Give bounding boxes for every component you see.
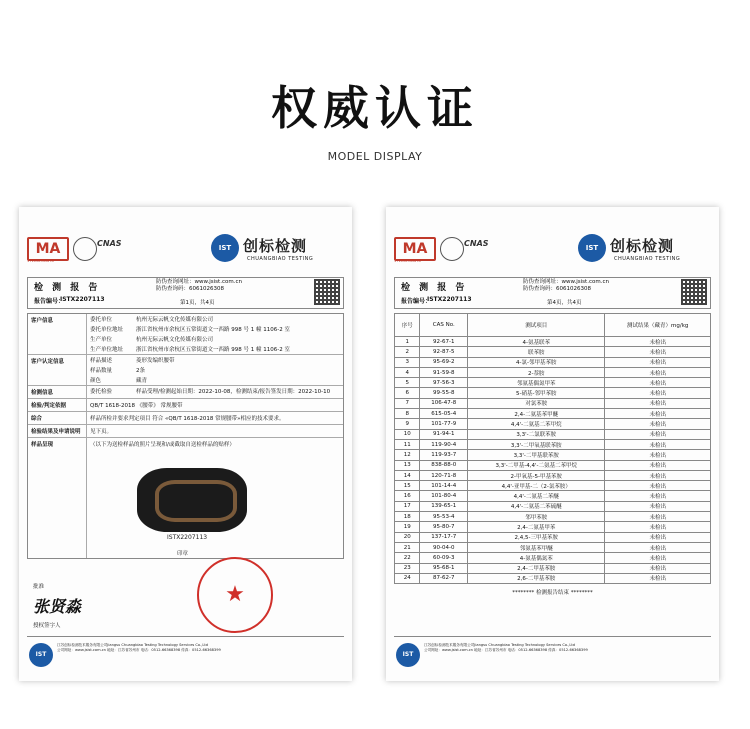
table-cell: 未检出: [605, 347, 711, 357]
table-cell: 2,4-二甲基苯胺: [468, 563, 605, 573]
table-cell: 未检出: [605, 398, 711, 408]
table-cell: 119-90-4: [420, 439, 468, 449]
page-number: 第1页，共4页: [180, 300, 215, 306]
table-cell: 6: [395, 388, 420, 398]
table-cell: 对氯苯胺: [468, 398, 605, 408]
table-row: [395, 522, 711, 532]
table-cell: 2-萘胺: [468, 367, 605, 377]
query-code: 6061026308: [189, 286, 225, 292]
table-cell: 3,3'-二甲基联苯胺: [468, 450, 605, 460]
table-cell: 120-71-8: [420, 470, 468, 480]
table-cell: 119-93-7: [420, 450, 468, 460]
table-cell: 2-甲氧基-5-甲基苯胺: [468, 470, 605, 480]
info-row: [87, 324, 343, 334]
table-cell: 3,3'-二氯联苯胺: [468, 429, 605, 439]
table-cell: 838-88-0: [420, 460, 468, 470]
table-cell: 4: [395, 367, 420, 377]
table-row: [395, 367, 711, 377]
table-cell: 邻氨基偶氮甲苯: [468, 378, 605, 388]
report-footer: [27, 636, 344, 673]
test-category-label: 委托检验: [90, 389, 113, 395]
query-site-label: 防伪查询网址：: [523, 279, 562, 285]
footer-contact: 公司网址：www.jsist.com.cn 地址：江苏省苏州市 电话：0512-66368398 传真：0512-66368399: [57, 648, 221, 652]
ilac-seal-icon: [73, 237, 97, 261]
test-info-label: 检测信息: [28, 386, 87, 398]
table-cell: 未检出: [605, 512, 711, 522]
brand-name-en: CHUANGBIAO TESTING: [614, 256, 681, 262]
table-cell: 3,3'-二甲基-4,4'-二氨基二苯甲烷: [468, 460, 605, 470]
cnas-logo: CNAS: [464, 239, 489, 248]
info-row-value: 浙江省杭州市余杭区五常街道文一西路 998 号 1 幢 1106-2 室: [136, 347, 290, 353]
table-cell: 101-14-4: [420, 481, 468, 491]
table-cell: 12: [395, 450, 420, 460]
table-cell: 16: [395, 491, 420, 501]
info-row-label: 委托单位: [90, 317, 113, 323]
info-row-label: 样品描述: [90, 358, 113, 364]
table-cell: 未检出: [605, 522, 711, 532]
info-row-label: 颜色: [90, 378, 102, 384]
table-row: [395, 450, 711, 460]
query-info: [523, 279, 609, 293]
ma-logo: MA: [394, 237, 436, 261]
query-code-label: 防伪查询码：: [156, 286, 190, 292]
table-row: [395, 481, 711, 491]
col-header: 序号: [395, 314, 420, 337]
table-cell: 11: [395, 439, 420, 449]
report-end-note: ******** 检测报告结束 ********: [512, 590, 593, 597]
report-no: ISTX2207113: [427, 296, 472, 303]
table-cell: 92-87-5: [420, 347, 468, 357]
ma-number: 171012345678: [394, 259, 421, 263]
table-cell: 24: [395, 573, 420, 583]
table-cell: 未检出: [605, 460, 711, 470]
sample-photo-box: [87, 438, 343, 558]
table-row: [395, 460, 711, 470]
footer-ist-logo-icon: IST: [396, 643, 420, 667]
table-cell: 未检出: [605, 409, 711, 419]
table-cell: 未检出: [605, 450, 711, 460]
table-cell: 95-68-1: [420, 563, 468, 573]
brand-name: 创标检测: [243, 237, 308, 255]
footer-ist-logo-icon: IST: [29, 643, 53, 667]
table-cell: 未检出: [605, 419, 711, 429]
table-row: [395, 491, 711, 501]
table-row: [395, 439, 711, 449]
photo-note: （以下为送检样品的照片呈现和/或截取自送检样品的贴样）: [90, 442, 235, 448]
table-cell: 137-17-7: [420, 532, 468, 542]
table-row: [395, 357, 711, 367]
report-page-1: [19, 207, 352, 681]
info-row-value: 藏青: [136, 378, 148, 384]
approval-block: [33, 582, 81, 629]
table-cell: 15: [395, 481, 420, 491]
table-cell: 未检出: [605, 532, 711, 542]
table-row: [395, 573, 711, 583]
ma-logo: MA: [27, 237, 69, 261]
table-cell: 1: [395, 337, 420, 347]
table-cell: 2,6-二甲基苯胺: [468, 573, 605, 583]
query-site: www.jsist.com.cn: [194, 279, 242, 285]
report-no-label: 报告编号：: [401, 298, 432, 305]
table-cell: 91-94-1: [420, 429, 468, 439]
report-info-table: [27, 313, 344, 559]
table-cell: 7: [395, 398, 420, 408]
table-cell: 未检出: [605, 429, 711, 439]
photo-label: 样品呈现: [28, 438, 87, 558]
brand-name-en: CHUANGBIAO TESTING: [247, 256, 314, 262]
page-number: 第4页，共4页: [547, 300, 582, 306]
info-row-label: 生产单位地址: [90, 347, 124, 353]
query-code: 6061026308: [556, 286, 592, 292]
table-cell: 8: [395, 409, 420, 419]
table-cell: 99-55-8: [420, 388, 468, 398]
report-header: [394, 215, 711, 267]
table-row: [395, 563, 711, 573]
table-row: [395, 388, 711, 398]
ilac-seal-icon: [440, 237, 464, 261]
table-row: [395, 532, 711, 542]
table-cell: 4,4'-亚甲基-二（2-氯苯胺）: [468, 481, 605, 491]
report-title: 检 测 报 告: [401, 283, 468, 293]
table-row: [395, 409, 711, 419]
query-info: [156, 279, 242, 293]
page-subtitle: MODEL DISPLAY: [327, 150, 423, 163]
table-cell: 未检出: [605, 481, 711, 491]
signature: 张贤淼: [33, 597, 82, 616]
table-cell: 17: [395, 501, 420, 511]
official-stamp-icon: ★: [197, 557, 273, 633]
table-cell: 97-56-3: [420, 378, 468, 388]
client-info-rows: [87, 314, 343, 354]
table-cell: 3: [395, 357, 420, 367]
report-header: [27, 215, 344, 267]
table-cell: 101-77-9: [420, 419, 468, 429]
table-cell: 22: [395, 553, 420, 563]
ma-number: 171012345678: [27, 259, 54, 263]
table-cell: 95-53-4: [420, 512, 468, 522]
table-row: [395, 501, 711, 511]
footer-company: 江苏创标检测技术服务有限公司Jiangsu Chuangbiao Testing Technology Services Co.,Ltd: [57, 643, 209, 647]
table-cell: 未检出: [605, 553, 711, 563]
table-cell: 91-59-8: [420, 367, 468, 377]
report-title: 检 测 报 告: [34, 283, 101, 293]
table-cell: 106-47-8: [420, 398, 468, 408]
basis-label: 检验/判定依据: [28, 399, 87, 411]
ist-logo-icon: IST: [578, 234, 606, 262]
table-row: [395, 398, 711, 408]
qr-code-icon: [681, 279, 707, 305]
page-title: 权威认证: [271, 81, 479, 135]
table-cell: 未检出: [605, 337, 711, 347]
info-row-label: 生产单位: [90, 337, 113, 343]
results-header-row: [395, 314, 711, 337]
table-cell: 5: [395, 378, 420, 388]
table-cell: 90-04-0: [420, 542, 468, 552]
table-cell: 4-氨基联苯: [468, 337, 605, 347]
sample-info-rows: [87, 355, 343, 385]
photo-id: ISTX2207113: [167, 534, 208, 541]
table-cell: 2,4,5-三甲基苯胺: [468, 532, 605, 542]
table-cell: 60-09-3: [420, 553, 468, 563]
report-page-4: [386, 207, 719, 681]
table-cell: 未检出: [605, 573, 711, 583]
ist-logo-icon: IST: [211, 234, 239, 262]
table-row: [395, 337, 711, 347]
conclusion-value: 样品所检并要求判定项目 符合 «QB/T 1618-2018 常规腰带»相应的技术要求。: [90, 416, 285, 422]
table-row: [395, 429, 711, 439]
table-cell: 未检出: [605, 470, 711, 480]
table-cell: 3,3'-二甲氧基联苯胺: [468, 439, 605, 449]
qr-code-icon: [314, 279, 340, 305]
client-info-label: 客户信息: [28, 314, 87, 354]
info-row: [87, 375, 343, 385]
table-row: [395, 542, 711, 552]
info-row-value: 杭州无际云帆文化传媒有限公司: [136, 317, 214, 323]
note-value: 见下页。: [90, 429, 113, 435]
results-body: [395, 337, 711, 584]
info-row: [87, 365, 343, 375]
table-cell: 101-80-4: [420, 491, 468, 501]
table-cell: 邻甲苯胺: [468, 512, 605, 522]
table-row: [395, 553, 711, 563]
info-row: [87, 344, 343, 354]
conclusion-label: 综合: [28, 412, 87, 424]
table-cell: 未检出: [605, 439, 711, 449]
approve-label: 批准: [33, 584, 45, 590]
table-cell: 95-69-2: [420, 357, 468, 367]
table-row: [395, 419, 711, 429]
table-cell: 13: [395, 460, 420, 470]
cnas-logo: CNAS: [97, 239, 122, 248]
info-row: [87, 314, 343, 324]
table-cell: 未检出: [605, 563, 711, 573]
table-cell: 23: [395, 563, 420, 573]
info-row-value: 2条: [136, 368, 145, 374]
table-cell: 联苯胺: [468, 347, 605, 357]
query-site: www.jsist.com.cn: [561, 279, 609, 285]
query-code-label: 防伪查询码：: [523, 286, 557, 292]
col-header: 测试项目: [468, 314, 605, 337]
signer-role: 授权签字人: [33, 623, 61, 629]
query-site-label: 防伪查询网址：: [156, 279, 195, 285]
info-row-label: 样品数量: [90, 368, 113, 374]
table-cell: 未检出: [605, 357, 711, 367]
table-cell: 21: [395, 542, 420, 552]
table-cell: 未检出: [605, 388, 711, 398]
footer-contact: 公司网址：www.jsist.com.cn 地址：江苏省苏州市 电话：0512-66368398 传真：0512-66368399: [424, 648, 588, 652]
table-cell: 5-硝基-邻甲苯胺: [468, 388, 605, 398]
table-cell: 10: [395, 429, 420, 439]
col-header: CAS No.: [420, 314, 468, 337]
table-cell: 87-62-7: [420, 573, 468, 583]
table-cell: 邻氨基苯甲醚: [468, 542, 605, 552]
col-header: 测试结果（藏青）mg/kg: [605, 314, 711, 337]
table-cell: 2,4-二氨基甲苯: [468, 522, 605, 532]
report-footer: [394, 636, 711, 673]
table-cell: 18: [395, 512, 420, 522]
report-no-label: 报告编号：: [34, 298, 65, 305]
info-row-value: 菱形发编织腰带: [136, 358, 175, 364]
test-dates: 样品受理/检测起始日期：2022-10-08，检测结束/报告签发日期：2022-10-10: [136, 389, 331, 395]
table-cell: 95-80-7: [420, 522, 468, 532]
info-row-label: 委托单位地址: [90, 327, 124, 333]
table-cell: 未检出: [605, 491, 711, 501]
table-row: [395, 512, 711, 522]
table-row: [395, 378, 711, 388]
stamp-label: 印章: [177, 551, 189, 557]
footer-company: 江苏创标检测技术服务有限公司Jiangsu Chuangbiao Testing Technology Services Co.,Ltd: [424, 643, 576, 647]
table-cell: 4-氯-邻甲基苯胺: [468, 357, 605, 367]
table-cell: 615-05-4: [420, 409, 468, 419]
belt-buckle-icon: [155, 480, 237, 522]
brand-name: 创标检测: [610, 237, 675, 255]
table-cell: 92-67-1: [420, 337, 468, 347]
info-row: [87, 355, 343, 365]
table-cell: 20: [395, 532, 420, 542]
table-cell: 4,4'-二氨基二苯硫醚: [468, 501, 605, 511]
table-cell: 14: [395, 470, 420, 480]
table-row: [395, 470, 711, 480]
info-row: [87, 334, 343, 344]
table-cell: 4-氨基偶氮苯: [468, 553, 605, 563]
report-title-row: [394, 277, 711, 309]
table-row: [395, 347, 711, 357]
results-table: [394, 313, 711, 584]
table-cell: 139-65-1: [420, 501, 468, 511]
table-cell: 2: [395, 347, 420, 357]
table-cell: 未检出: [605, 367, 711, 377]
sample-info-label: 客户认定信息: [28, 355, 87, 385]
table-cell: 4,4'-二氨基二苯甲烷: [468, 419, 605, 429]
table-cell: 19: [395, 522, 420, 532]
table-cell: 9: [395, 419, 420, 429]
table-cell: 2,4-二氨基苯甲醚: [468, 409, 605, 419]
report-no: ISTX2207113: [60, 296, 105, 303]
report-title-row: [27, 277, 344, 309]
table-cell: 4,4'-二氨基二苯醚: [468, 491, 605, 501]
note-label: 检验结果及申请说明: [28, 425, 87, 437]
basis-value: QB/T 1618-2018 《腰带》 常规腰带: [90, 403, 183, 409]
table-cell: 未检出: [605, 542, 711, 552]
table-cell: 未检出: [605, 501, 711, 511]
info-row-value: 浙江省杭州市余杭区五常街道文一西路 998 号 1 幢 1106-2 室: [136, 327, 290, 333]
info-row-value: 杭州无际云帆文化传媒有限公司: [136, 337, 214, 343]
table-cell: 未检出: [605, 378, 711, 388]
